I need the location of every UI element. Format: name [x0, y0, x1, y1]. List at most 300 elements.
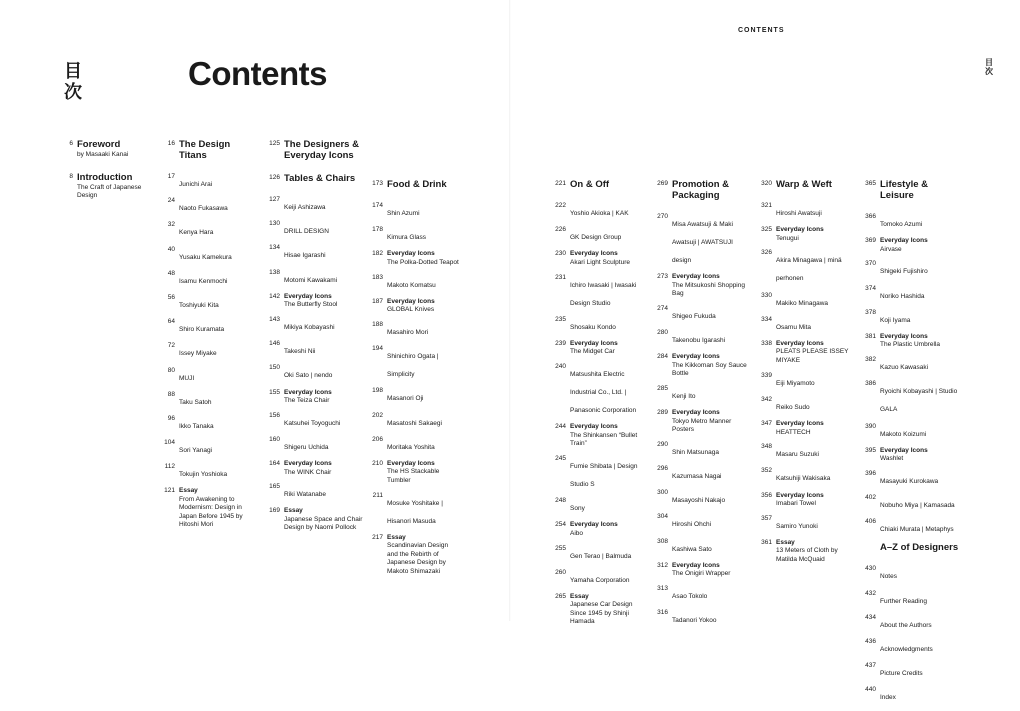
entry-subtitle: 13 Meters of Cloth by Matilda McQuaid [776, 547, 838, 563]
entry-subtitle: The WINK Chair [284, 468, 332, 476]
kanji-char: 目 [985, 58, 993, 67]
entry-subtitle: Tenugui [776, 234, 799, 242]
page-number: 339 [761, 371, 772, 379]
toc-entry [553, 274, 650, 310]
toc-column-lifestyle [863, 179, 963, 711]
page-number: 316 [657, 609, 668, 617]
entry-subtitle: The Kikkoman Soy Sauce Bottle [672, 361, 747, 378]
toc-entry [162, 197, 254, 215]
page-number: 165 [269, 483, 280, 491]
page-number: 127 [269, 196, 280, 203]
spread-gutter [509, 0, 511, 621]
page-number: 178 [372, 226, 383, 234]
entry-subtitle: by Masaaki Kanai [77, 151, 129, 158]
designer-name: Makiko Minagawa [776, 299, 829, 307]
designer-name: Masayoshi Nakajo [672, 497, 726, 505]
toc-entry [370, 250, 460, 267]
kanji-char: 次 [985, 67, 993, 76]
toc-entry [655, 305, 747, 323]
designer-name: Kenji Ito [672, 392, 696, 400]
page-number: 188 [372, 320, 383, 328]
entry-label: Everyday Icons [387, 459, 435, 467]
designer-name: Makoto Komatsu [387, 281, 436, 289]
entry-label: Everyday Icons [570, 339, 618, 347]
entry-label: Essay [570, 592, 589, 600]
toc-entry [553, 340, 650, 357]
kanji-marker [984, 58, 994, 76]
designer-name: Matsushita Electric Industrial Co., Ltd. | Panasonic Corporation [570, 371, 637, 415]
entry-label: Essay [179, 487, 198, 495]
toc-entry [863, 447, 963, 464]
designer-name: DRILL DESIGN [284, 228, 329, 236]
entry-label: Essay [776, 538, 795, 546]
designer-name: Chiaki Murata | Metaphys [880, 526, 954, 534]
toc-entry [655, 179, 747, 201]
page-number: 173 [372, 180, 383, 187]
toc-entry [655, 609, 747, 627]
page-number: 183 [372, 273, 383, 281]
entry-label: Everyday Icons [672, 353, 720, 361]
entry-label: Everyday Icons [776, 226, 824, 234]
page-number: 142 [269, 292, 280, 300]
toc-entry [553, 569, 650, 587]
page-number: 300 [657, 489, 668, 497]
kanji-char: 次 [64, 82, 82, 103]
toc-entry [759, 372, 852, 390]
toc-entry [370, 534, 460, 577]
toc-entry [655, 513, 747, 531]
designer-name: Noriko Hashida [880, 292, 925, 300]
toc-entry [863, 237, 963, 254]
page-number: 231 [555, 273, 566, 281]
kanji-char: 目 [64, 61, 82, 82]
designer-name: Shosaku Kondo [570, 323, 616, 331]
page-number: 150 [269, 364, 280, 372]
page-number: 182 [372, 250, 383, 258]
page-number: 304 [657, 513, 668, 521]
designer-name: Shiro Kuramata [179, 326, 225, 334]
designer-name: Yoshio Akioka | KAK [570, 210, 629, 217]
page-number: 64 [167, 318, 175, 326]
toc-entry [162, 173, 254, 191]
designer-name: Takeshi Nii [284, 348, 316, 356]
page-number: 432 [865, 589, 876, 597]
page-number: 325 [761, 226, 772, 234]
page-number: 226 [555, 226, 566, 234]
toc-entry [863, 662, 963, 680]
toc-column-promotion [655, 179, 747, 633]
page-number: 348 [761, 443, 772, 451]
page-number: 321 [761, 202, 772, 209]
page-title: Contents [188, 55, 327, 92]
toc-entry [655, 441, 747, 459]
designer-name: Oki Sato | nendo [284, 372, 333, 380]
designer-name: Tokujin Yoshioka [179, 471, 228, 479]
toc-entry [553, 423, 650, 449]
page-number: 6 [69, 140, 73, 147]
section-heading: Foreword [77, 139, 121, 150]
designer-name: Koji Iyama [880, 316, 911, 324]
toc-entry [267, 220, 372, 238]
entry-subtitle: From Awakening to Modernism: Design in Japan Before 1945 by Hitoshi Mori [179, 495, 243, 529]
toc-entry [162, 139, 254, 161]
designer-name: Reiko Sudo [776, 403, 810, 411]
page-number: 338 [761, 339, 772, 347]
page-number: 222 [555, 202, 566, 209]
toc-entry [759, 340, 852, 366]
page-number: 130 [269, 220, 280, 228]
toc-entry [267, 293, 372, 310]
page-number: 24 [167, 197, 175, 205]
page-number: 235 [555, 315, 566, 323]
section-heading: The Design Titans [179, 139, 231, 161]
page-number: 312 [657, 561, 668, 569]
entry-label: Essay [387, 533, 406, 541]
designer-name: Sori Yanagi [179, 447, 213, 455]
section-heading: Lifestyle & Leisure [880, 179, 929, 201]
toc-column-warp [759, 179, 852, 571]
section-heading: The Designers & Everyday Icons [284, 139, 359, 161]
page-number: 146 [269, 340, 280, 348]
toc-entry [267, 244, 372, 262]
page-number: 320 [761, 180, 772, 187]
toc-entry [863, 614, 963, 632]
toc-entry [553, 521, 650, 538]
toc-entry [863, 470, 963, 488]
designer-name: Further Reading [880, 597, 927, 605]
designer-name: Junichi Arai [179, 181, 213, 188]
page-number: 330 [761, 291, 772, 299]
entry-label: Everyday Icons [570, 521, 618, 529]
entry-subtitle: The Shinkansen “Bullet Train” [570, 431, 638, 448]
toc-column-front [60, 139, 150, 213]
section-heading: Introduction [77, 171, 133, 183]
page-number: 356 [761, 491, 772, 499]
page-number: 88 [167, 390, 175, 398]
page-number: 402 [865, 494, 876, 502]
toc-entry [863, 309, 963, 327]
page-number: 308 [657, 537, 668, 545]
section-heading: Promotion & Packaging [672, 179, 729, 201]
toc-entry [370, 412, 460, 430]
designer-name: Nobuho Miya | Kamasada [880, 502, 955, 510]
page-number: 217 [372, 533, 383, 541]
page-number: 155 [269, 388, 280, 396]
toc-entry [267, 196, 372, 214]
toc-entry [655, 213, 747, 267]
toc-entry [553, 545, 650, 563]
section-heading: Tables & Chairs [284, 173, 356, 184]
toc-entry [370, 179, 460, 190]
toc-entry [759, 420, 852, 437]
page-number: 174 [372, 202, 383, 209]
page-number: 365 [865, 180, 876, 187]
page-number: 239 [555, 339, 566, 347]
designer-name: Asao Tokolo [672, 592, 708, 600]
toc-entry [162, 391, 254, 409]
page-number: 17 [167, 173, 175, 180]
toc-entry [863, 423, 963, 441]
designer-name: Tomoko Azumi [880, 221, 923, 228]
designer-name: Taku Satoh [179, 398, 212, 406]
entry-subtitle: Airvase [880, 245, 902, 253]
designer-name: Katsuhiji Wakisaka [776, 475, 831, 483]
section-heading: On & Off [570, 179, 610, 190]
toc-entry [60, 172, 150, 201]
entry-subtitle: The Mitsukoshi Shopping Bag [672, 281, 745, 298]
toc-entry [759, 539, 852, 565]
page-number: 194 [372, 345, 383, 353]
toc-entry [655, 273, 747, 299]
designer-name: MUJI [179, 374, 195, 382]
toc-entry [370, 226, 460, 244]
toc-entry [759, 515, 852, 533]
page-number: 240 [555, 363, 566, 371]
entry-subtitle: Washlet [880, 455, 904, 463]
toc-entry [267, 436, 372, 454]
toc-entry [655, 409, 747, 435]
designer-name: Isamu Kenmochi [179, 277, 228, 285]
toc-entry [759, 492, 852, 509]
page-number: 374 [865, 284, 876, 292]
designer-name: Ikko Tanaka [179, 422, 214, 430]
designer-name: Eiji Miyamoto [776, 379, 815, 387]
page-number: 48 [167, 269, 175, 277]
toc-entry [655, 585, 747, 603]
page-number: 230 [555, 250, 566, 258]
page-number: 245 [555, 455, 566, 462]
page-number: 273 [657, 273, 668, 281]
page-number: 378 [865, 308, 876, 316]
page-number: 440 [865, 686, 876, 694]
page-number: 381 [865, 332, 876, 340]
designer-name: Kazuo Kawasaki [880, 364, 929, 372]
toc-entry [655, 353, 747, 379]
page-number: 284 [657, 353, 668, 361]
toc-entry [162, 221, 254, 239]
toc-entry [162, 270, 254, 288]
page-number: 112 [164, 463, 175, 471]
toc-entry [267, 340, 372, 358]
page-number: 248 [555, 497, 566, 505]
page-number: 265 [555, 592, 566, 600]
page-number: 347 [761, 420, 772, 427]
designer-name: Index [880, 694, 896, 702]
toc-entry [370, 345, 460, 381]
toc-entry [553, 202, 650, 220]
entry-label: Essay [284, 507, 303, 515]
toc-entry [863, 213, 963, 231]
designer-name: Gen Terao | Balmuda [570, 552, 632, 560]
page-number: 125 [269, 140, 280, 147]
entry-label: Everyday Icons [672, 409, 720, 417]
toc-entry [370, 274, 460, 292]
toc-entry [863, 285, 963, 303]
toc-entry [370, 387, 460, 405]
toc-entry [863, 686, 963, 704]
section-heading: Warp & Weft [776, 179, 832, 190]
toc-entry [655, 329, 747, 347]
toc-entry [863, 565, 963, 583]
toc-entry [655, 465, 747, 483]
entry-label: Everyday Icons [672, 561, 720, 569]
entry-subtitle: Japanese Space and Chair Design by Naomi Pollock [284, 515, 363, 532]
toc-entry [553, 497, 650, 515]
toc-entry [759, 443, 852, 461]
page-number: 40 [167, 245, 175, 253]
toc-column-food [370, 179, 460, 582]
page-number: 96 [167, 414, 175, 422]
toc-entry [267, 139, 372, 161]
entry-label: Everyday Icons [570, 423, 618, 431]
toc-entry [162, 367, 254, 385]
toc-entry [162, 415, 254, 433]
designer-name: Masaru Suzuki [776, 451, 819, 459]
toc-entry [267, 389, 372, 406]
running-head: CONTENTS [738, 27, 785, 34]
designer-name: Tadanori Yokoo [672, 617, 717, 625]
page-number: 269 [657, 180, 668, 187]
entry-label: Everyday Icons [672, 273, 720, 281]
toc-entry [863, 590, 963, 608]
toc-entry [267, 173, 372, 184]
toc-entry [863, 356, 963, 374]
toc-entry [553, 250, 650, 267]
toc-column-onoff [553, 179, 650, 633]
designer-name: Takenobu Igarashi [672, 337, 726, 345]
designer-name: Mikiya Kobayashi [284, 323, 335, 331]
designer-name: Shigeki Fujishiro [880, 268, 928, 276]
page-number: 366 [865, 213, 876, 220]
designer-name: Misa Awatsuji & Maki Awatsuji | AWATSUJI design [672, 221, 733, 264]
toc-entry [759, 179, 852, 190]
entry-subtitle: Japanese Car Design Since 1945 by Shinji Hamada [570, 601, 633, 626]
page-number: 436 [865, 638, 876, 645]
designer-name: Mosuke Yoshitake | Hisanori Masuda [387, 499, 443, 525]
page-number: 210 [372, 459, 383, 467]
toc-entry [863, 494, 963, 512]
designer-name: Katsuhei Toyoguchi [284, 419, 341, 427]
toc-entry [759, 202, 852, 220]
designer-name: Toshiyuki Kita [179, 301, 219, 309]
page-number: 164 [269, 460, 280, 468]
toc-entry [655, 538, 747, 556]
entry-subtitle: The Onigiri Wrapper [672, 570, 731, 578]
toc-entry [863, 260, 963, 278]
page-number: 121 [164, 487, 175, 495]
toc-entry [267, 364, 372, 382]
page-number: 244 [555, 423, 566, 431]
designer-name: Notes [880, 573, 897, 581]
page-number: 390 [865, 422, 876, 430]
toc-entry [370, 298, 460, 315]
entry-label: Everyday Icons [284, 460, 332, 468]
toc-entry [759, 249, 852, 285]
designer-name: Yamaha Corporation [570, 576, 630, 584]
entry-label: Everyday Icons [387, 250, 435, 258]
page-number: 16 [167, 140, 175, 147]
designer-name: About the Authors [880, 621, 932, 629]
designer-name: Sony [570, 505, 585, 513]
page-number: 334 [761, 315, 772, 323]
designer-name: GK Design Group [570, 234, 622, 242]
toc-entry [162, 342, 254, 360]
toc-entry [863, 638, 963, 656]
toc-entry [60, 139, 150, 160]
designer-name: Ichiro Iwasaki | Iwasaki Design Studio [570, 281, 637, 307]
toc-entry [162, 246, 254, 264]
toc-entry [162, 294, 254, 312]
toc-entry [655, 385, 747, 403]
entry-label: Everyday Icons [880, 332, 928, 340]
toc-entry [370, 460, 460, 486]
page-number: 80 [167, 366, 175, 374]
toc-entry [655, 562, 747, 579]
section-heading: A–Z of Designers [880, 542, 959, 554]
page-number: 352 [761, 467, 772, 475]
designer-name: Shin Azumi [387, 210, 420, 217]
page-number: 285 [657, 384, 668, 392]
toc-entry [267, 412, 372, 430]
toc-entry [759, 396, 852, 414]
designer-name: Kashiwa Sato [672, 545, 712, 553]
toc-entry [553, 455, 650, 491]
page-number: 342 [761, 395, 772, 403]
designer-name: Hiroshi Ohchi [672, 521, 712, 529]
entry-subtitle: The HS Stackable Tumbler [387, 468, 440, 484]
page-number: 290 [657, 440, 668, 448]
entry-subtitle: PLEATS PLEASE ISSEY MIYAKE [776, 348, 849, 364]
entry-subtitle: The Butterfly Stool [284, 301, 338, 309]
designer-name: Shinichiro Ogata | Simplicity [387, 353, 439, 379]
toc-entry [863, 518, 963, 536]
entry-subtitle: Akari Light Sculpture [570, 258, 630, 266]
toc-entry [162, 439, 254, 457]
page-number: 56 [167, 293, 175, 301]
page-number: 289 [657, 409, 668, 417]
entry-subtitle: The Craft of Japanese Design [77, 183, 142, 199]
page-number: 32 [167, 221, 175, 229]
designer-name: Kenya Hara [179, 229, 214, 237]
entry-subtitle: The Teiza Chair [284, 397, 330, 404]
entry-label: Everyday Icons [284, 292, 332, 300]
toc-entry [267, 483, 372, 501]
toc-entry [553, 226, 650, 244]
page-number: 313 [657, 584, 668, 592]
page-number: 211 [372, 491, 383, 499]
designer-name: Picture Credits [880, 670, 923, 678]
toc-entry [267, 316, 372, 334]
designer-name: Motomi Kawakami [284, 276, 338, 284]
page-number: 138 [269, 268, 280, 276]
entry-label: Everyday Icons [776, 339, 824, 347]
designer-name: Makoto Koizumi [880, 430, 927, 438]
entry-subtitle: The Plastic Umbrella [880, 341, 940, 349]
toc-entry [863, 542, 963, 553]
page-number: 274 [657, 304, 668, 312]
entry-subtitle: GLOBAL Knives [387, 306, 435, 314]
page-number: 361 [761, 538, 772, 546]
page-number: 260 [555, 568, 566, 576]
entry-label: Everyday Icons [776, 420, 824, 427]
designer-name: Riki Watanabe [284, 491, 327, 499]
page-number: 386 [865, 380, 876, 388]
toc-entry [162, 463, 254, 481]
page-number: 8 [69, 172, 73, 180]
entry-label: Everyday Icons [570, 250, 618, 258]
designer-name: Samiro Yunoki [776, 522, 818, 530]
page-number: 430 [865, 565, 876, 573]
